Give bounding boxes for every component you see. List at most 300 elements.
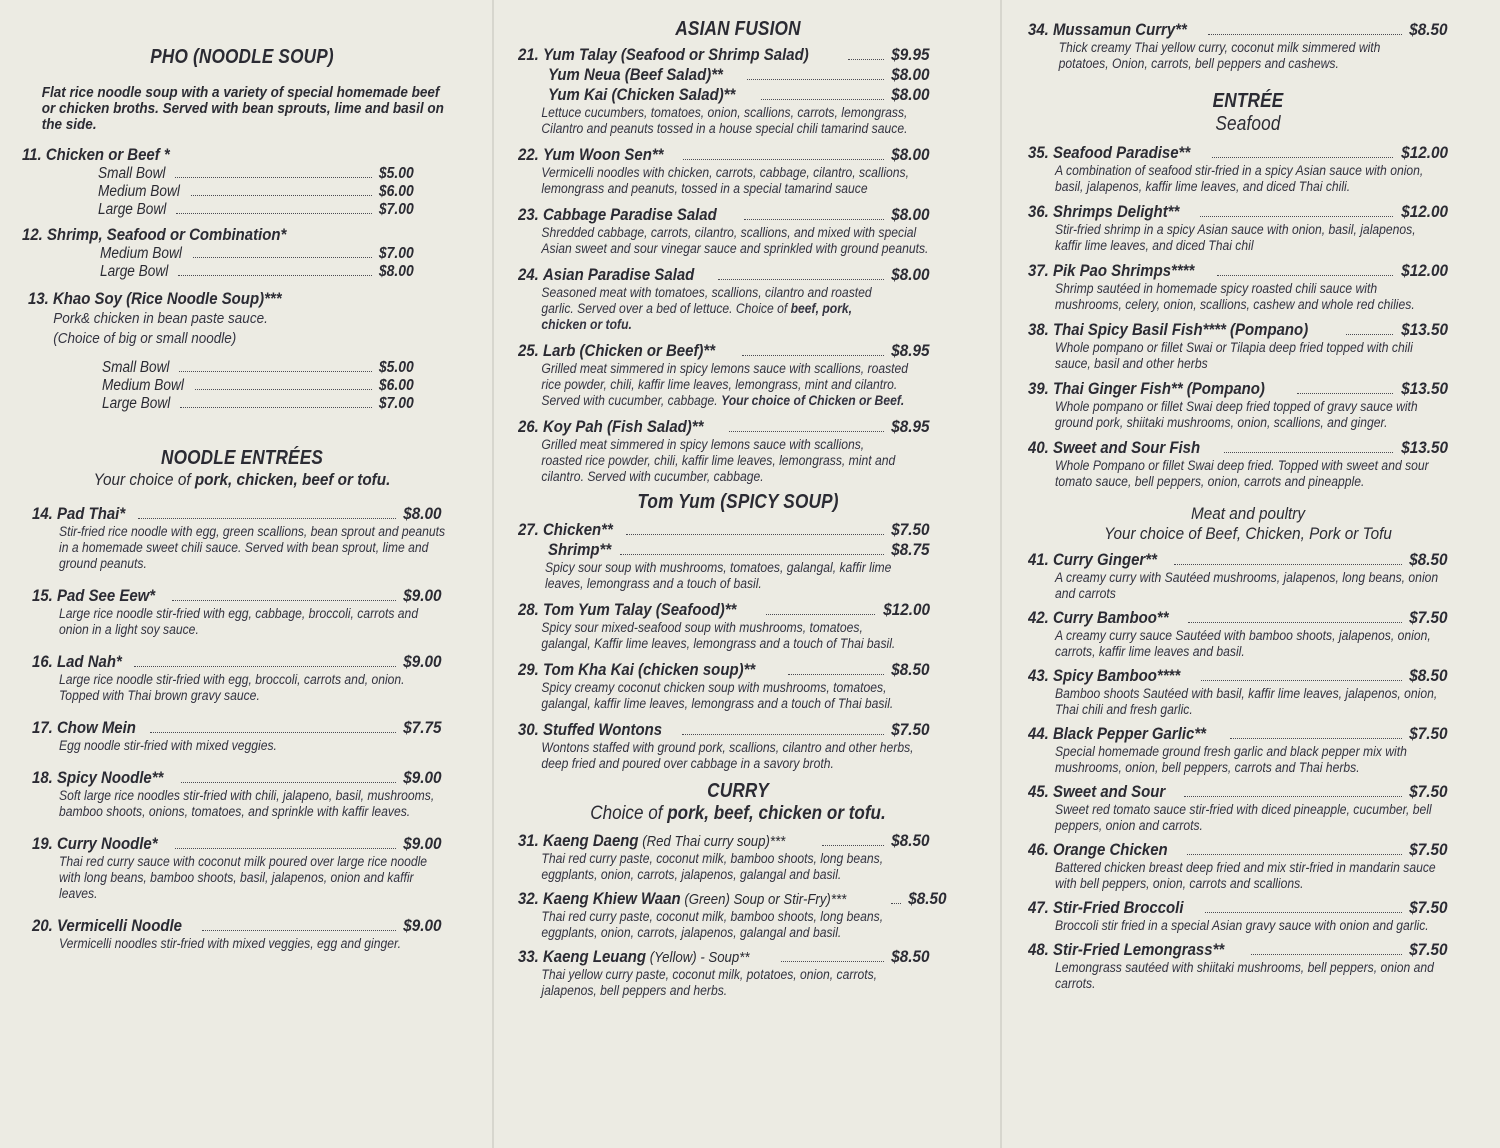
item-title [518,831,785,851]
item-number: 20. [32,916,53,935]
menu-item-27 [518,520,930,592]
leader-dots [179,371,373,372]
leader-dots [180,407,373,408]
item-title [518,889,846,909]
item-name: Stir-Fried Broccoli [1052,898,1184,917]
item-number: 46. [1028,840,1049,859]
item-heading [518,831,930,851]
item-name: Curry Bamboo** [1052,608,1169,627]
item-price: $8.75 [891,540,930,559]
item-name: Stuffed Wontons [542,720,663,739]
item-description: Shredded cabbage, carrots, cilantro, scallions, and mixed with special Asian sweet and sour vinegar sauce and sprinkled with ground peanuts. [541,225,929,256]
section-subtitle-noodle [44,470,440,490]
item-price: $9.95 [891,45,930,64]
size-row [98,183,414,201]
item-name: Kaeng Daeng [542,831,639,850]
item-price: $13.50 [1401,320,1448,339]
section-title-tomyum: Tom Yum (SPICY SOUP) [637,491,839,513]
menu-item [32,768,442,820]
item-description: Stir-fried rice noodle with egg, green scallions, bean sprout and peanuts in a homemade sweet chili sauce. Served with bean sprout, lime and ground peanuts. [59,524,446,571]
menu-column-middle [518,14,958,1144]
menu-column-right [1028,14,1468,1144]
leader-dots [788,674,885,675]
item-price: $8.00 [891,85,930,104]
item-price: $12.00 [1401,143,1448,162]
item-price: $7.50 [1409,840,1448,859]
item-name: Pad Thai* [56,504,126,523]
menu-item [518,600,930,652]
menu-item [32,718,442,754]
description-text: Grilled meat simmered in spicy lemons sauce with scallions, roasted rice powder, chili, kaffir lime leaves, lemongrass, mint and cilantro. Served with cucumber, cabbage. [541,361,909,408]
menu-item [32,504,446,572]
size-label: Medium Bowl [102,377,184,394]
size-label: Small Bowl [98,165,166,182]
item-name: Seafood Paradise** [1052,143,1191,162]
section-title-entree: ENTRÉE [1212,90,1284,112]
item-price: $8.50 [891,831,930,850]
item-price: $8.00 [891,65,930,84]
leader-dots [626,534,885,535]
tomyum-item-list [518,600,930,772]
leader-dots [1174,564,1402,565]
item-price: $13.50 [1401,379,1448,398]
item-name: Curry Noodle* [56,834,158,853]
item-name: Black Pepper Garlic** [1052,724,1206,743]
size-price: $6.00 [379,377,414,394]
menu-item [1028,782,1448,834]
item-heading [518,85,930,105]
item-number: 23. [518,205,539,224]
section-subtitle-curry [540,803,936,825]
item-description: Egg noodle stir-fried with mixed veggies. [59,738,277,753]
pho-intro: Flat rice noodle soup with a variety of special homemade beef or chicken broths. Served with bean sprouts, lime and basil on the side. [41,84,444,133]
item-description: Whole pompano or fillet Swai or Tilapia deep fried topped with chili sauce, basil and other herbs [1055,340,1413,371]
item-heading [518,600,930,620]
item-name: Pik Pao Shrimps**** [1052,261,1195,280]
item-description: Spicy sour soup with mushrooms, tomatoes, galangal, kaffir lime leaves, lemongrass and a touch of basil. [545,560,892,591]
item-heading [32,652,442,672]
item-price: $7.50 [891,520,930,539]
item-name: Asian Paradise Salad [542,265,695,284]
item-name: 13. Khao Soy (Rice Noodle Soup)*** [28,289,282,308]
item-price: $7.75 [403,718,442,737]
item-heading [1028,320,1448,340]
leader-dots [761,99,885,100]
item-heading [518,265,930,285]
item-number: 24. [518,265,539,284]
item-heading [22,225,462,245]
size-price: $7.00 [379,395,414,412]
item-number: 47. [1028,898,1049,917]
size-row [102,395,414,413]
item-price: $9.00 [403,768,442,787]
item-description: Thai red curry paste, coconut milk, bamboo shoots, long beans, eggplants, onion, carrots, jalapenos, galangal and basil. [541,851,884,882]
leader-dots [682,734,885,735]
menu-item [1028,666,1448,718]
item-heading [32,834,442,854]
item-title [32,768,163,788]
item-description: A creamy curry with Sautéed mushrooms, jalapenos, long beans, onion and carrots [1055,570,1439,601]
item-number: 32. [518,889,539,908]
item-name: Chow Mein [56,718,136,737]
section-title-noodle: NOODLE ENTRÉES [160,447,324,469]
item-heading [32,504,442,524]
leader-dots [176,213,373,214]
item-price: $12.00 [883,600,930,619]
menu-item [32,834,442,902]
item-name: Sweet and Sour [1052,782,1166,801]
item-number: 25. [518,341,539,360]
item-description: Spicy creamy coconut chicken soup with mushrooms, tomatoes, galangal, kaffir lime leaves, lemongrass and a touch of Thai basil. [541,680,894,711]
menu-item [1028,898,1448,934]
item-number: 18. [32,768,53,787]
leader-dots [744,219,885,220]
size-row [98,201,414,219]
description-bold: beef, pork, chicken or tofu. [541,301,853,332]
item-price: $7.50 [1409,724,1448,743]
item-heading [518,65,930,85]
size-label: Medium Bowl [98,183,180,200]
leader-dots [1201,680,1403,681]
item-description: Spicy sour mixed-seafood soup with mushrooms, tomatoes, galangal, Kaffir lime leaves, lemongrass and a touch of Thai basil. [541,620,896,651]
description-bold: Your choice of Chicken or Beef. [721,393,905,408]
item-price: $7.50 [1409,608,1448,627]
item-name: Thai Spicy Basil Fish**** (Pompano) [1052,320,1309,339]
leader-dots [193,257,372,258]
item-heading [1028,202,1448,222]
item-number: 35. [1028,143,1049,162]
seafood-item-list [1028,143,1448,490]
item-price: $8.00 [891,205,930,224]
menu-item [1028,940,1448,992]
item-heading [28,289,462,309]
item-number: 31. [518,831,539,850]
item-name: 12. Shrimp, Seafood or Combination* [22,225,287,244]
menu-item [518,660,930,712]
item-heading [22,145,462,165]
subtitle-text: Your choice of [93,470,195,489]
item-number: 21. [518,45,539,64]
leader-dots [1224,452,1393,453]
leader-dots [1200,216,1393,217]
menu-item [1028,320,1448,372]
size-list [22,165,414,219]
section-title-fusion: ASIAN FUSION [675,18,801,40]
item-description: Soft large rice noodles stir-fried with chili, jalapeno, basil, mushrooms, bamboo shoots, onions, tomatoes, and sprinkle with kaffir leaves. [59,788,435,819]
menu-item [1028,261,1448,313]
leader-dots [766,614,875,615]
menu-item [518,205,930,257]
item-number: 15. [32,586,53,605]
item-name: Yum Kai (Chicken Salad)** [548,85,736,104]
menu-item [1028,550,1448,602]
item-heading [518,540,930,560]
item-number: 29. [518,660,539,679]
size-price: $7.00 [379,201,414,218]
item-name: Vermicelli Noodle [56,916,182,935]
item-price: $8.00 [891,265,930,284]
fusion-item-list [518,145,930,257]
menu-item [32,916,442,952]
item-number: 34. [1028,20,1049,39]
item-name: Yum Neua (Beef Salad)** [548,65,723,84]
item-name: Yum Woon Sen** [542,145,664,164]
item-name-extra: (Red Thai curry soup)*** [638,833,786,850]
item-title [1028,438,1200,458]
item-heading [1028,143,1448,163]
item-title [32,916,182,936]
leader-dots [1251,954,1402,955]
item-price: $9.00 [403,834,442,853]
menu-item-11 [22,145,462,219]
menu-item [1028,608,1448,660]
item-price: $9.00 [403,652,442,671]
item-heading [518,417,930,437]
item-description: Wontons staffed with ground pork, scallions, cilantro and other herbs, deep fried and poured over cabbage in a savory broth. [541,740,914,771]
item-number: 41. [1028,550,1049,569]
item-number: 27. [518,520,539,539]
size-list [22,245,414,281]
item-name: Spicy Noodle** [56,768,164,787]
item-heading [1028,608,1448,628]
menu-column-left [22,14,462,1144]
item-description: Large rice noodle stir-fried with egg, broccoli, carrots and, onion. Topped with Thai brown gravy sauce. [59,672,405,703]
item-title [518,600,736,620]
item-title [32,504,125,524]
leader-dots [1188,622,1403,623]
item-description: Grilled meat simmered in spicy lemons sauce with scallions, roasted rice powder, chili, kaffir lime leaves, lemongrass, mint and cilantro. Served with cucumber, cabbage. [541,437,896,484]
item-number: 26. [518,417,539,436]
item-price: $8.50 [1409,550,1448,569]
item-heading [1028,379,1448,399]
item-description: (Choice of big or small noodle) [53,330,237,347]
size-label: Small Bowl [102,359,170,376]
menu-item [1028,202,1448,254]
item-description [518,361,923,409]
item-description: Lemongrass sautéed with shiitaki mushrooms, bell peppers, onion and carrots. [1055,960,1434,991]
item-title [1028,320,1308,340]
item-heading [1028,666,1448,686]
size-label: Medium Bowl [100,245,182,262]
menu-item [1028,840,1448,892]
leader-dots [1297,393,1393,394]
item-name: Yum Talay (Seafood or Shrimp Salad) [542,45,809,64]
item-price: $8.00 [891,145,930,164]
item-number: 16. [32,652,53,671]
item-number: 30. [518,720,539,739]
size-price: $6.00 [379,183,414,200]
item-title [518,660,755,680]
leader-dots [191,195,372,196]
leader-dots [729,431,885,432]
meat-item-list [1028,550,1448,992]
item-heading [1028,898,1448,918]
item-title [1028,940,1224,960]
item-number: 48. [1028,940,1049,959]
menu-item [518,720,930,772]
item-heading [32,768,442,788]
item-description: Pork& chicken in bean paste sauce. [53,310,268,327]
section-subtitle-meat: Your choice of Beef, Chicken, Pork or Tofu [1104,524,1392,543]
menu-item-12 [22,225,462,281]
item-number: 43. [1028,666,1049,685]
size-row [100,245,414,263]
item-heading [518,889,947,909]
item-name: Stir-Fried Lemongrass** [1052,940,1225,959]
menu-item-34 [1028,20,1448,72]
leader-dots [175,848,397,849]
item-price: $12.00 [1401,202,1448,221]
subtitle-text: Choice of [590,803,668,824]
leader-dots [1187,854,1403,855]
section-title-pho: PHO (NOODLE SOUP) [150,46,334,68]
leader-dots [891,903,901,904]
item-heading [1028,261,1448,281]
item-heading [1028,782,1448,802]
item-title [1028,202,1179,222]
leader-dots [1208,34,1402,35]
item-title [1028,782,1165,802]
size-row [100,263,414,281]
item-price: $8.00 [403,504,442,523]
item-number: 37. [1028,261,1049,280]
item-title [1028,143,1190,163]
item-price: $7.50 [891,720,930,739]
item-number: 39. [1028,379,1049,398]
item-name: Tom Yum Talay (Seafood)** [542,600,737,619]
leader-dots [1346,334,1393,335]
item-title [518,145,664,165]
item-heading [518,520,930,540]
section-title-meat: Meat and poultry [1191,504,1305,523]
item-price: $8.50 [1409,666,1448,685]
item-number: 44. [1028,724,1049,743]
item-number: 14. [32,504,53,523]
item-heading [1028,840,1448,860]
item-description: Thai yellow curry paste, coconut milk, potatoes, onion, carrots, jalapenos, bell peppers and herbs. [541,967,878,998]
item-number: 22. [518,145,539,164]
leader-dots [1217,275,1393,276]
menu-item [1028,724,1448,776]
item-number: 42. [1028,608,1049,627]
size-row [98,165,414,183]
item-price: $9.00 [403,586,442,605]
menu-item-26 [518,417,930,485]
size-row [102,359,414,377]
item-title [518,720,662,740]
item-title [518,205,717,225]
item-title [1028,724,1206,744]
item-price: $8.95 [891,417,930,436]
item-name: Curry Ginger** [1052,550,1157,569]
item-heading [1028,438,1448,458]
leader-dots [138,518,397,519]
item-heading [1028,20,1448,40]
item-name: 11. Chicken or Beef * [22,145,170,164]
menu-item [518,831,930,883]
item-heading [1028,724,1448,744]
item-price: $8.50 [908,889,947,908]
item-number: 38. [1028,320,1049,339]
item-price: $13.50 [1401,438,1448,457]
item-number: 33. [518,947,539,966]
menu-item-13 [22,289,462,413]
item-description: Thick creamy Thai yellow curry, coconut milk simmered with potatoes, Onion, carrots, bell peppers and cashews. [1058,40,1381,71]
item-description: Special homemade ground fresh garlic and black pepper mix with mushrooms, onion, bell peppers, carrots and Thai herbs. [1055,744,1407,775]
menu-item-25 [518,341,930,409]
page-fold [492,0,494,1148]
subtitle-bold: pork, beef, chicken or tofu. [667,803,886,824]
item-name: Thai Ginger Fish** (Pompano) [1052,379,1265,398]
size-label: Large Bowl [98,201,167,218]
menu-item-24 [518,265,930,333]
item-title [32,586,155,606]
item-description [518,285,878,333]
leader-dots [178,275,373,276]
item-price: $8.50 [891,660,930,679]
item-title [32,834,158,854]
item-description: Broccoli stir fried in a special Asian gravy sauce with onion and garlic. [1055,918,1429,933]
leader-dots [1184,796,1403,797]
section-title-curry: CURRY [707,780,769,802]
item-name: Shrimps Delight** [1052,202,1180,221]
item-heading [518,45,930,65]
item-name: Kaeng Khiew Waan [542,889,681,908]
item-price: $7.50 [1409,782,1448,801]
item-heading [32,718,442,738]
item-name-extra: (Yellow) - Soup** [646,949,750,966]
size-price: $8.00 [379,263,414,280]
leader-dots [172,600,397,601]
item-title [1028,666,1180,686]
item-description: Sweet red tomato sauce stir-fried with diced pineapple, cucumber, bell peppers, onion and carrots. [1055,802,1432,833]
item-description: Whole pompano or fillet Swai deep fried topped of gravy sauce with ground pork, shiitaki mushrooms, onion, scallions, and ginger. [1055,399,1418,430]
item-name: Chicken** [542,520,613,539]
item-number: 17. [32,718,53,737]
item-price: $7.50 [1409,940,1448,959]
item-name: Kaeng Leuang [542,947,647,966]
leader-dots [150,732,396,733]
item-description: Whole Pompano or fillet Swai deep fried. Topped with sweet and sour tomato sauce, bell peppers, onion, carrots and pineapple. [1055,458,1429,489]
item-name-extra: (Green) Soup or Stir-Fry)*** [680,891,847,908]
leader-dots [181,782,396,783]
menu-item [1028,143,1448,195]
item-description: Vermicelli noodles stir-fried with mixed veggies, egg and ginger. [59,936,401,951]
item-title [32,652,122,672]
size-row [102,377,414,395]
item-description: A creamy curry sauce Sautéed with bamboo shoots, jalapenos, onion, carrots, kaffir lime leaves and basil. [1055,628,1431,659]
item-price: $9.00 [403,916,442,935]
item-description: Bamboo shoots Sautéed with basil, kaffir lime leaves, jalapenos, onion, Thai chili and fresh garlic. [1055,686,1438,717]
leader-dots [1230,738,1402,739]
item-heading [518,341,930,361]
leader-dots [202,930,396,931]
leader-dots [747,79,885,80]
item-description: Thai red curry sauce with coconut milk poured over large rice noodle with long beans, bamboo shoots, basil, jalapenos, onion and kaffir leaves. [59,854,428,901]
item-heading [32,916,442,936]
item-name: Lad Nah* [56,652,122,671]
item-name: Pad See Eew* [56,586,156,605]
menu-item [1028,379,1448,431]
item-number: 36. [1028,202,1049,221]
item-description: Large rice noodle stir-fried with egg, cabbage, broccoli, carrots and onion in a light soy sauce. [59,606,419,637]
menu-item [32,586,442,638]
item-title [1028,379,1265,399]
item-title [1028,840,1168,860]
section-subtitle-seafood: Seafood [1215,113,1281,135]
item-heading [518,720,930,740]
item-description: A combination of seafood stir-fried in a spicy Asian sauce with onion, basil, jalapenos, kaffir lime leaves, and diced Thai chili. [1055,163,1424,194]
